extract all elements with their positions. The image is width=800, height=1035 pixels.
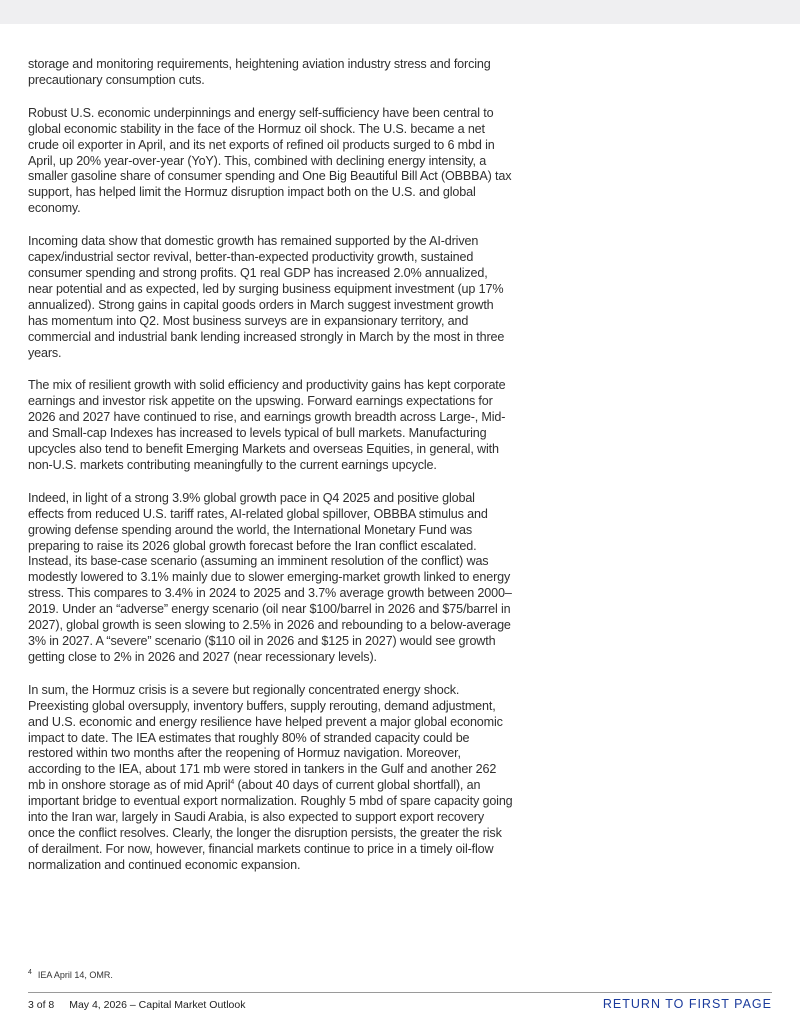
- paragraph: The mix of resilient growth with solid efficiency and productivity gains has kept corporate earnings and investor risk appetite on the upswing. Forward earnings expectations for 2026 and 2027 have continued to rise, and earnings growth breadth across Large-, Mid- and Small-cap Indexes has increased to levels typical of bull markets. Manufacturing upcycles also tend to benefit Emerging Markets and overseas Equities, in general, with non-U.S. markets contributing meaningfully to the current earnings upcycle.: [28, 378, 506, 472]
- paragraph: Indeed, in light of a strong 3.9% global growth pace in Q4 2025 and positive global effects from reduced U.S. tariff rates, AI-related global spillover, OBBBA stimulus and growing defense spending around the world, the International Monetary Fund was preparing to raise its 2026 global growth forecast before the Iran conflict escalated. Instead, its base-case scenario (assuming an imminent resolution of the conflict) was modestly lowered to 3.1% mainly due to slower emerging-market growth linked to energy stress. This compares to 3.4% in 2024 to 2025 and 3.7% average growth between 2000–2019. Under an “adverse” energy scenario (oil near $100/barrel in 2026 and $75/barrel in 2027), global growth is seen slowing to 2.5% in 2026 and rebounding to a below-average 3% in 2027. A “severe” scenario ($110 oil in 2026 and $125 in 2027) would see growth getting close to 2% in 2026 and 2027 (near recessionary levels).: [28, 490, 512, 664]
- footnote-number: 4: [28, 969, 32, 976]
- top-bar: [0, 0, 800, 24]
- footer-separator: [60, 999, 63, 1011]
- paragraph: storage and monitoring requirements, heightening aviation industry stress and forcing precautionary consumption cuts.: [28, 57, 491, 87]
- page-number: 3 of 8: [28, 999, 55, 1011]
- page-footer: [28, 999, 245, 1011]
- paragraph-summary: [28, 683, 513, 874]
- paragraph: Robust U.S. economic underpinnings and energy self-sufficiency have been central to global economic stability in the face of the Hormuz oil shock. The U.S. became a net crude oil exporter in April, and its net exports of refined oil products surged to 6 mbd in April, up 20% year-over-year (YoY). This, combined with declining energy intensity, a smaller gasoline share of consumer spending and One Big Beautiful Bill Act (OBBBA) tax support, has helped limit the Hormuz disruption impact both on the U.S. and global economy.: [28, 105, 512, 216]
- paragraph-text: In sum, the Hormuz crisis is a severe but regionally concentrated energy shock. Preexisting global oversupply, inventory buffers, supply rerouting, demand adjustment, and U.S. economic and energy resilience have helped prevent a major global economic impact to date. The IEA estimates that roughly 80% of stranded capacity could be restored within two months after the reopening of Hormuz navigation. Moreover, according to the IEA, about 171 mb were stored in tankers in the Gulf and another 262 mb in onshore storage as of mid April: [28, 682, 503, 793]
- footnote: [28, 970, 113, 980]
- footer-divider: [28, 992, 772, 993]
- footnote-text: IEA April 14, OMR.: [37, 970, 113, 980]
- footnote-reference: 4: [230, 779, 235, 787]
- publication-info: May 4, 2026 – Capital Market Outlook: [69, 999, 246, 1011]
- paragraph: Incoming data show that domestic growth has remained supported by the AI-driven capex/industrial sector revival, better-than-expected productivity growth, sustained consumer spending and strong profits. Q1 real GDP has increased 2.0% annualized, near potential and as expected, led by surging business equipment investment (up 17% annualized). Strong gains in capital goods orders in March suggest investment growth has momentum into Q2. Most business surveys are in expansionary territory, and commercial and industrial bank lending increased strongly in March by the most in three years.: [28, 234, 505, 360]
- article-body: [28, 57, 513, 891]
- paragraph-text: (about 40 days of current global shortfall), an important bridge to eventual export normalization. Roughly 5 mbd of spare capacity going into the Iran war, largely in Saudi Arabia, is also expected to support export recovery once the conflict resolves. Clearly, the longer the disruption persists, the greater the risk of derailment. For now, however, financial markets continue to price in a timely oil-flow normalization and continued economic expansion.: [28, 778, 513, 872]
- return-to-first-page-link[interactable]: RETURN TO FIRST PAGE: [602, 997, 772, 1011]
